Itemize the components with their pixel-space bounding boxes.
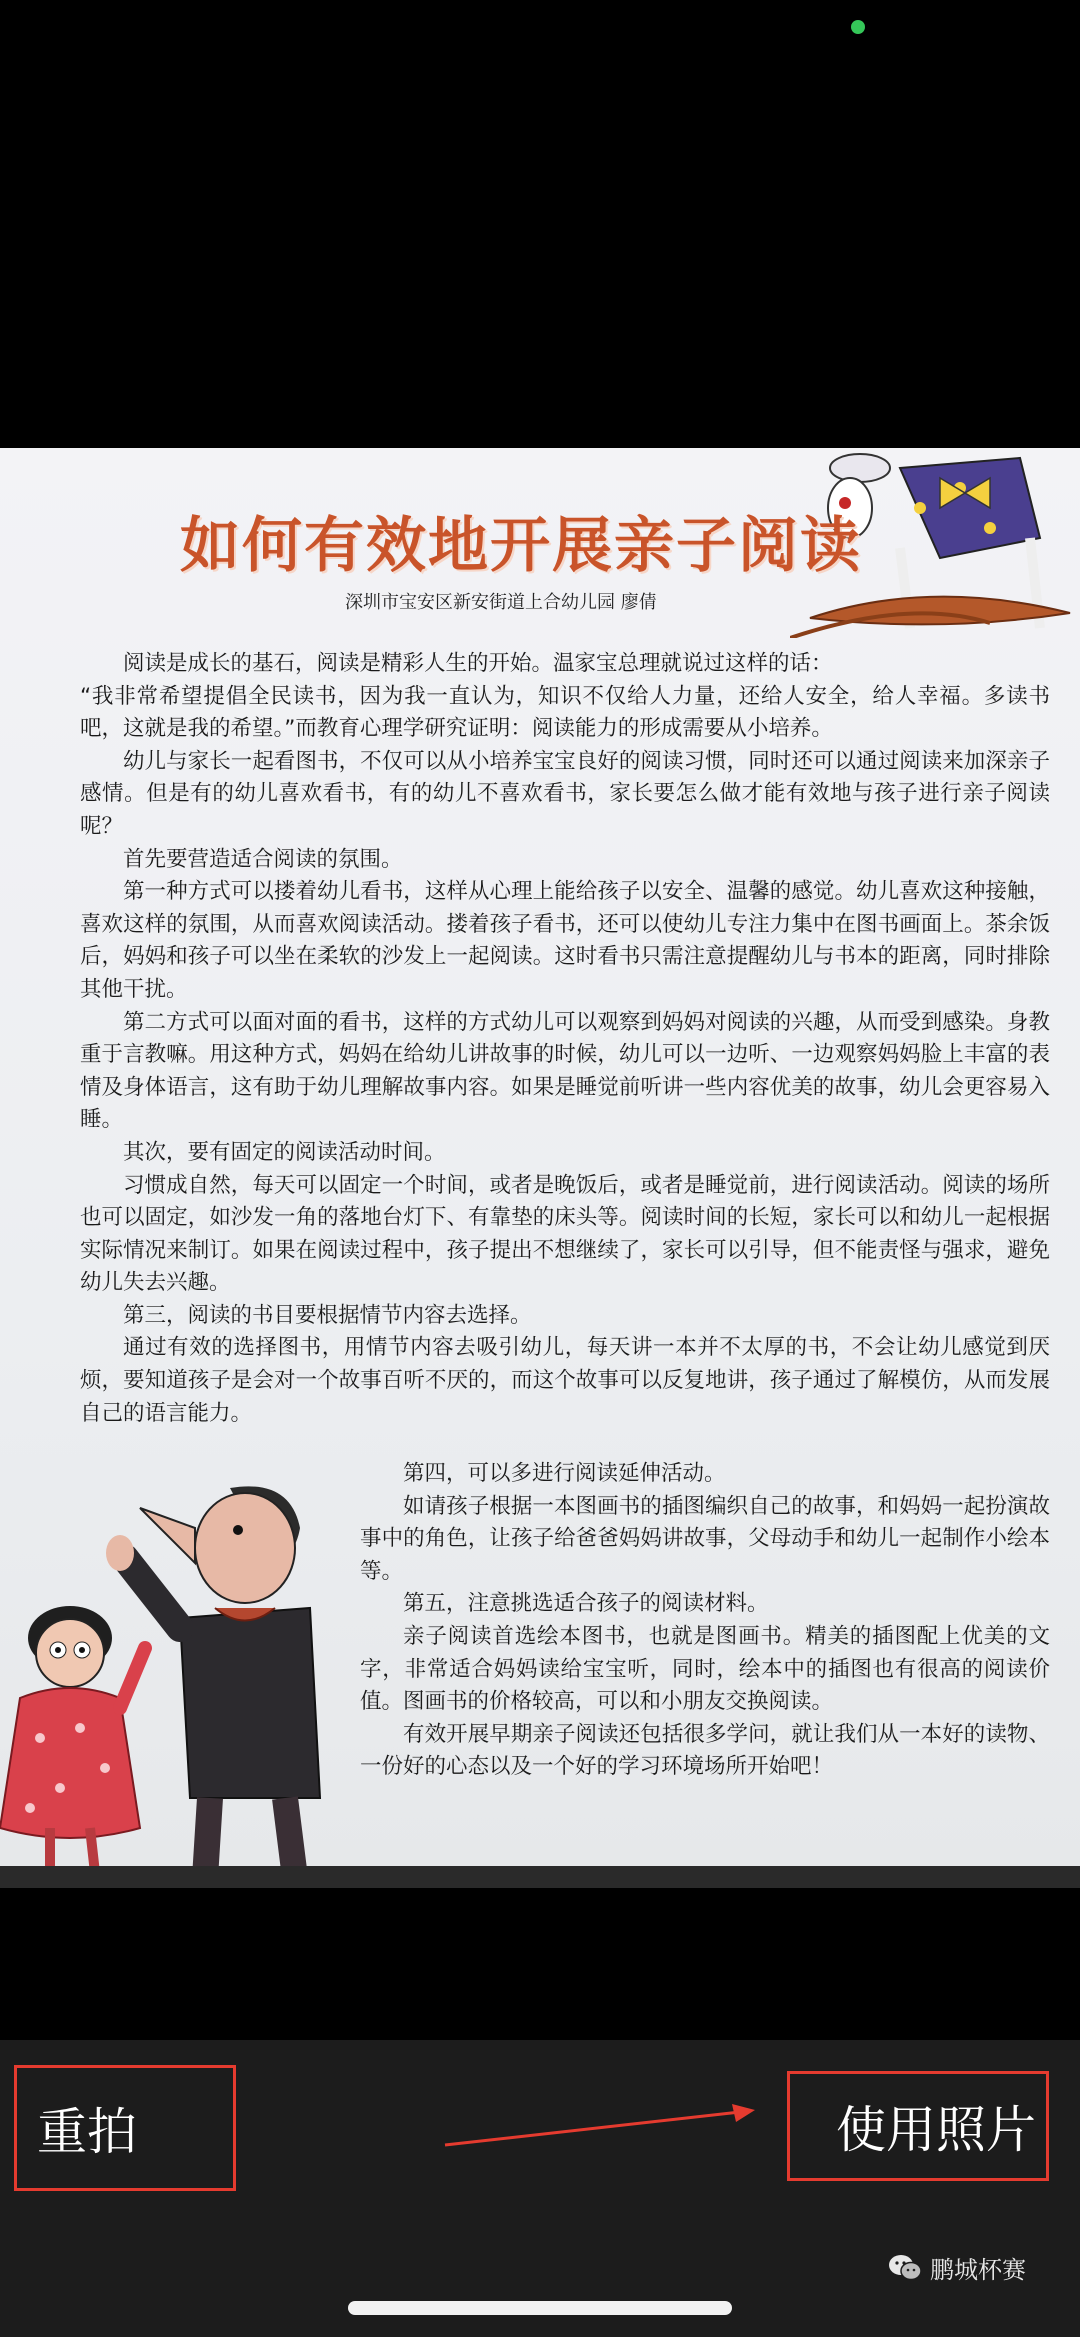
paragraph: “我非常希望提倡全民读书，因为我一直认为，知识不仅给人力量，还给人安全，给人幸福。多读书吧，这就是我的希望。”而教育心理学研究证明：阅读能力的形成需要从小培养。 — [80, 683, 1050, 742]
article-body-lower — [360, 1458, 1050, 1784]
watermark-text: 鹏城杯赛 — [930, 2256, 1026, 2284]
paragraph: 阅读是成长的基石，阅读是精彩人生的开始。温家宝总理就说过这样的话： — [123, 651, 833, 676]
watermark — [888, 2250, 1026, 2285]
paragraph: 亲子阅读首选绘本图书，也就是图画书。精美的插图配上优美的文字，非常适合妈妈读给宝宝听，同时，绘本中的插图也有很高的阅读价值。图画书的价格较高，可以和小朋友交换阅读。 — [360, 1623, 1050, 1715]
home-indicator[interactable] — [348, 2301, 732, 2315]
arrow-annotation — [440, 2100, 760, 2150]
article-title: 如何有效地开展亲子阅读 — [180, 511, 862, 581]
camera-in-use-indicator — [851, 20, 865, 34]
use-photo-button[interactable]: 使用照片 — [787, 2071, 1049, 2181]
paragraph: 第三，阅读的书目要根据情节内容去选择。 — [123, 1302, 532, 1328]
paragraph: 通过有效的选择图书，用情节内容去吸引幼儿，每天讲一本并不太厚的书，不会让幼儿感觉到厌烦，要知道孩子是会对一个故事百听不厌的，而这个故事可以反复地讲，孩子通过了解模仿，从而发展自己的语言能力。 — [80, 1335, 1050, 1426]
parent-child-illustration — [0, 1468, 360, 1888]
article-body — [80, 648, 1050, 1430]
retake-button[interactable]: 重拍 — [14, 2065, 236, 2191]
paragraph: 第一种方式可以搂着幼儿看书，这样从心理上能给孩子以安全、温馨的感觉。幼儿喜欢这种接触，喜欢这样的氛围，从而喜欢阅读活动。搂着孩子看书，还可以使幼儿专注力集中在图书画面上。茶余饭后，妈妈和孩子可以坐在柔软的沙发上一起阅读。这时看书只需注意提醒幼儿与书本的距离，同时排除其他干扰。 — [80, 879, 1050, 1002]
paragraph: 有效开展早期亲子阅读还包括很多学问，就让我们从一本好的读物、一份好的心态以及一个好的学习环境场所开始吧！ — [360, 1721, 1050, 1780]
paragraph: 习惯成自然，每天可以固定一个时间，或者是晚饭后，或者是睡觉前，进行阅读活动。阅读的场所也可以固定，如沙发一角的落地台灯下、有靠垫的床头等。阅读时间的长短，家长可以和幼儿一起根据实际情况来制订。如果在阅读过程中，孩子提出不想继续了，家长可以引导，但不能责怪与强求，避免幼儿失去兴趣。 — [80, 1172, 1050, 1296]
article-byline: 深圳市宝安区新安街道上合幼儿园 廖倩 — [345, 592, 657, 613]
paragraph: 其次，要有固定的阅读活动时间。 — [123, 1139, 446, 1165]
paragraph: 如请孩子根据一本图画书的插图编织自己的故事，和妈妈一起扮演故事中的角色，让孩子给爸爸妈妈讲故事，父母动手和幼儿一起制作小绘本等。 — [360, 1493, 1050, 1584]
paragraph: 第二方式可以面对面的看书，这样的方式幼儿可以观察到妈妈对阅读的兴趣，从而受到感染。身教重于言教嘛。用这种方式，妈妈在给幼儿讲故事的时候，幼儿可以一边听、一边观察妈妈脸上丰富的表情及身体语言，这有助于幼儿理解故事内容。如果是睡觉前听讲一些内容优美的故事，幼儿会更容易入睡。 — [80, 1009, 1050, 1133]
photo-bottom-edge — [0, 1866, 1080, 1888]
paragraph: 第五，注意挑选适合孩子的阅读材料。 — [403, 1591, 769, 1617]
captured-photo — [0, 448, 1080, 1888]
paragraph: 首先要营造适合阅读的氛围。 — [123, 846, 403, 872]
paragraph: 幼儿与家长一起看图书，不仅可以从小培养宝宝良好的阅读习惯，同时还可以通过阅读来加深亲子感情。但是有的幼儿喜欢看书，有的幼儿不喜欢看书，家长要怎么做才能有效地与孩子进行亲子阅读呢？ — [80, 748, 1050, 839]
paragraph: 第四，可以多进行阅读延伸活动。 — [403, 1461, 726, 1486]
wechat-icon — [888, 2254, 922, 2282]
